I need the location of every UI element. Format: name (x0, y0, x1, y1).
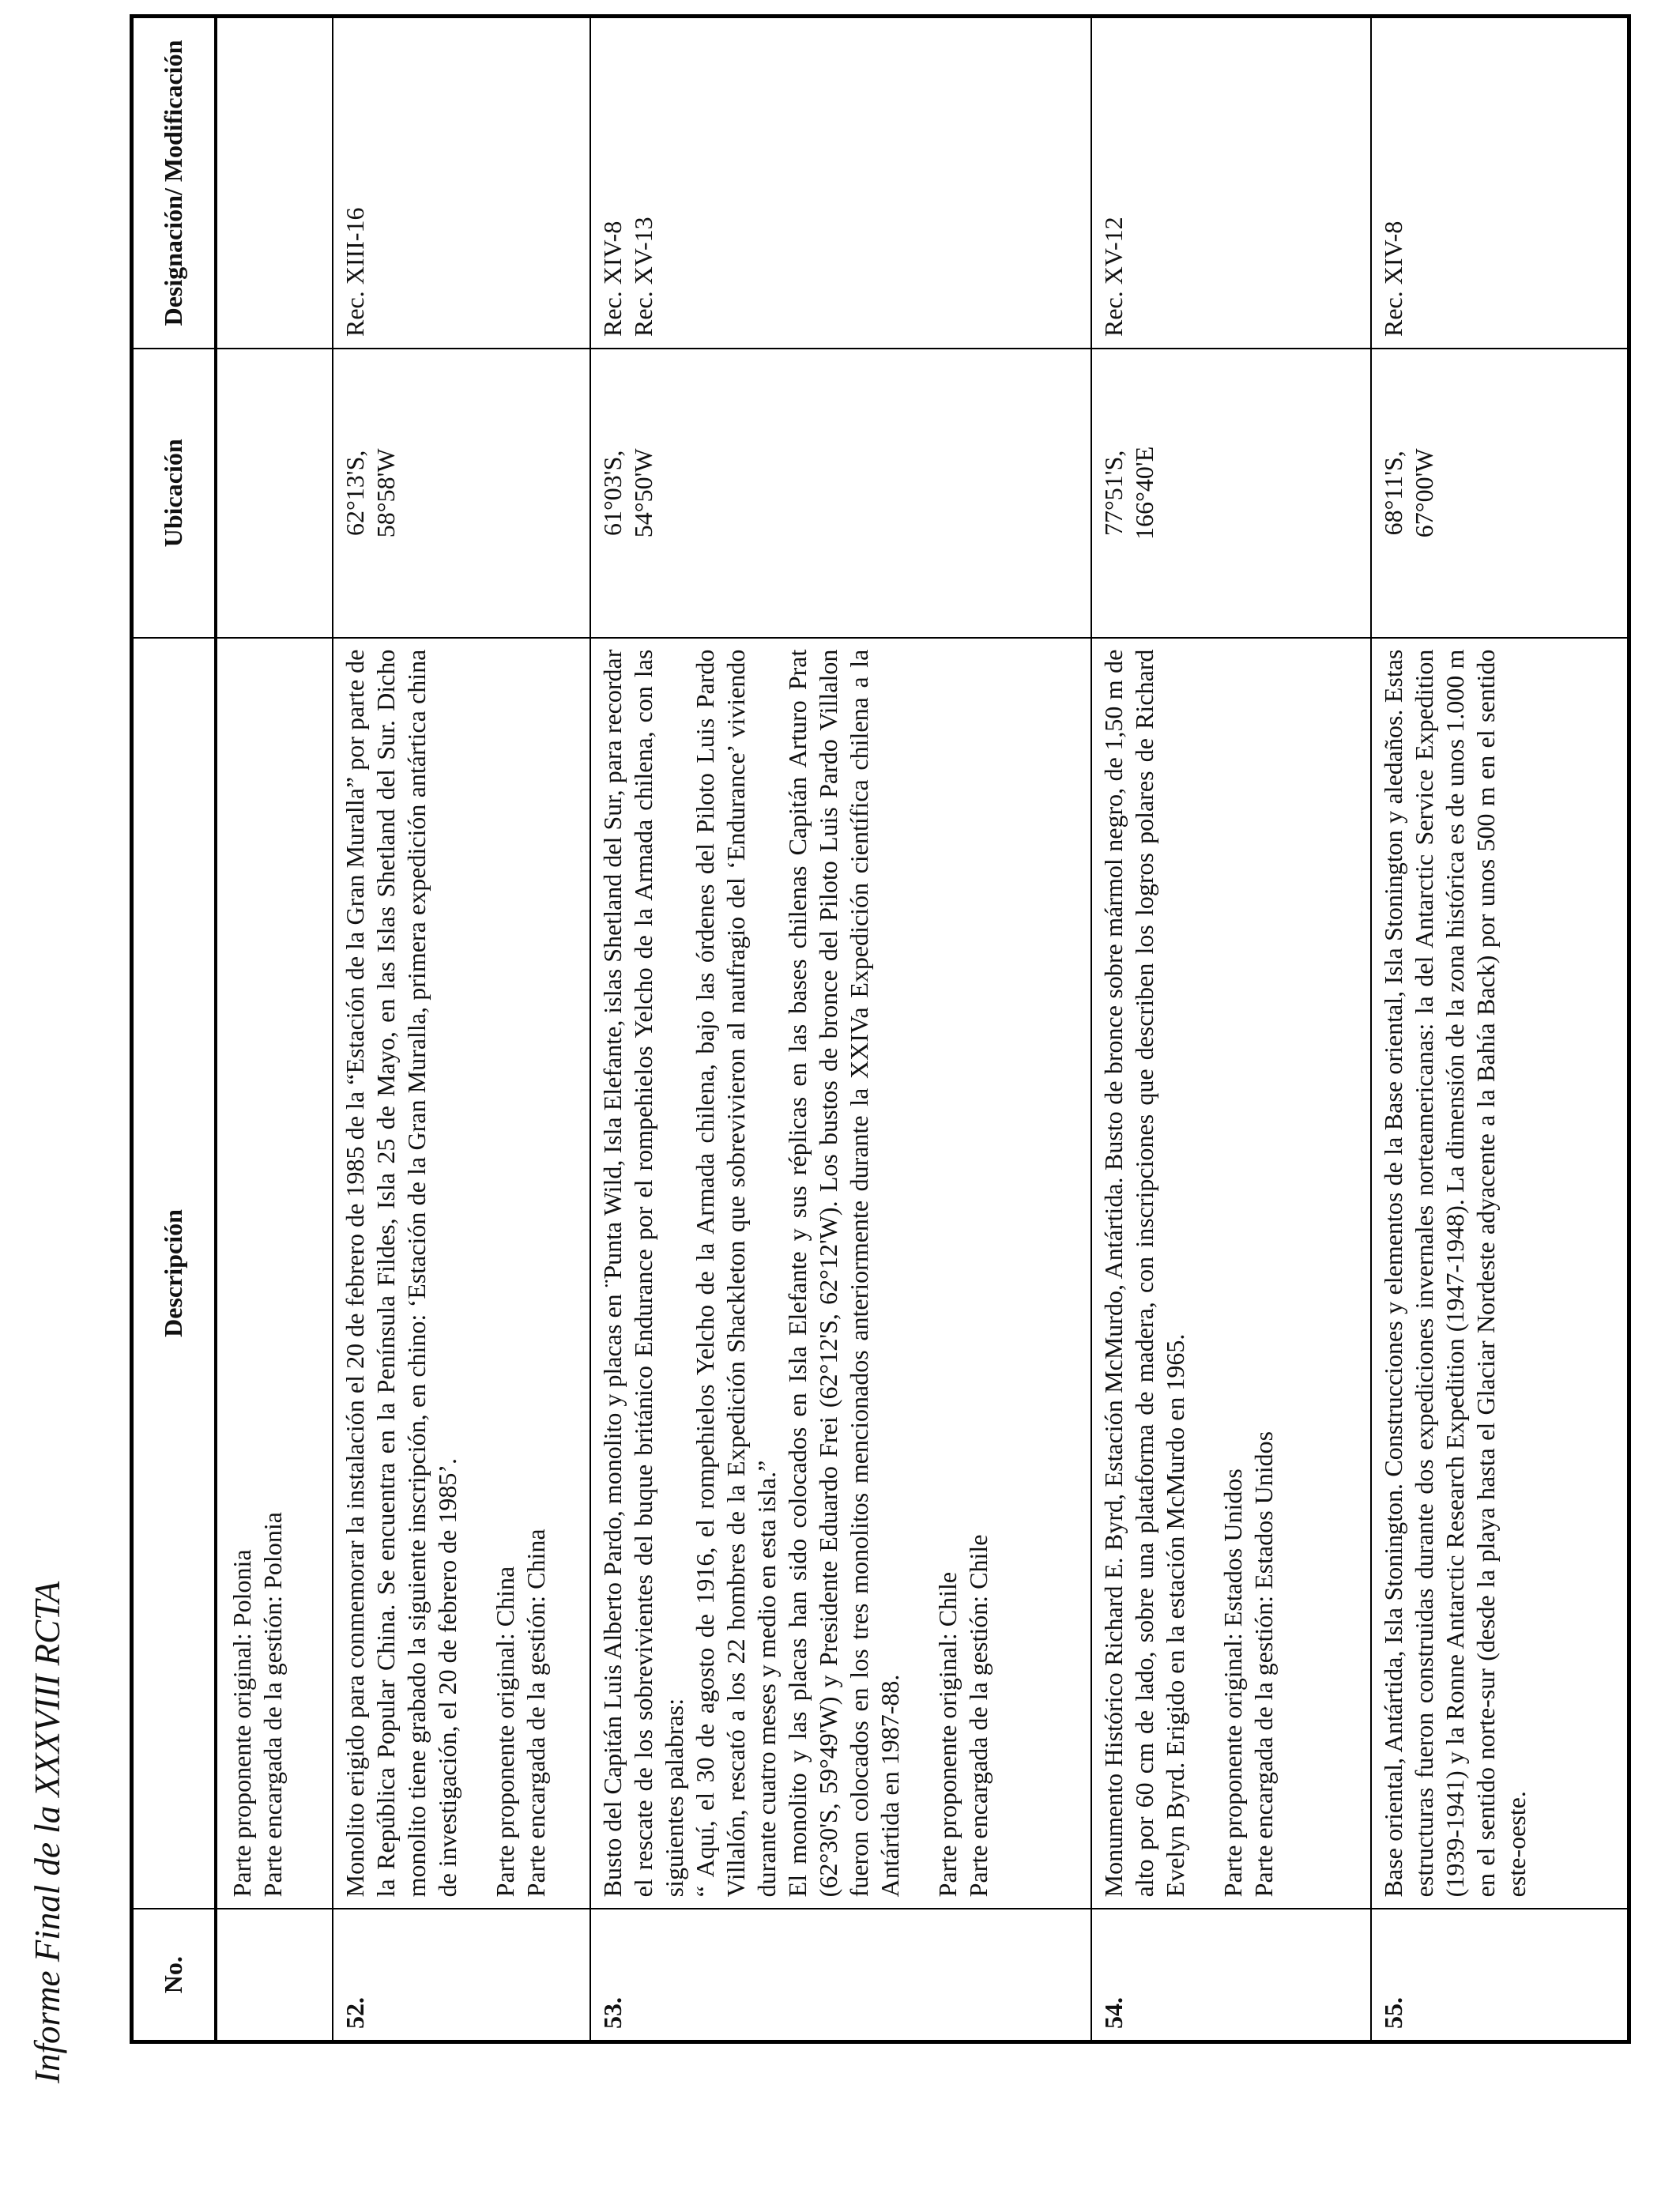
row-description-cell (590, 638, 1091, 1909)
column-header-designation: Designación/ Modificación (132, 17, 216, 349)
row-number-cell: 52. (333, 1909, 590, 2041)
original-proponent: Parte proponente original: China (490, 1566, 519, 1898)
page-header: Informe Final de la XXXVIII RCTA (28, 1581, 67, 2083)
table-header-row (132, 17, 216, 2042)
row-location-cell (333, 349, 590, 638)
original-proponent: Parte proponente original: Estados Unidos (1218, 1468, 1247, 1898)
historic-sites-table (130, 14, 1631, 2044)
row-location-cell (216, 349, 333, 638)
managing-party: Parte encargada de la gestión: Chile (963, 1534, 993, 1898)
longitude: 67°00'W (1409, 448, 1438, 538)
site-description: Monumento Histórico Richard E. Byrd, Estación McMurdo, Antártida. Busto de bronce sobre mármol negro, de 1,50 m de alto por 60 cm de lado, sobre una plataforma de madera, con inscripciones que describen los logros polares de Richard Evelyn Byrd. Erigido en la estación McMurdo en 1965. (1098, 649, 1189, 1898)
site-description: Base oriental, Antártida, Isla Stonington. Construcciones y elementos de la Base oriental, Isla Stonington y aledaños. Estas estructuras fueron construidas durante dos expediciones invernales norteamericanas: la del Antarctic Service Expedition (1939-1941) y la Ronne Antarctic Research Expedition (1947-1948). La dimensión de la zona histórica es de unos 1.000 m en el sentido norte-sur (desde la playa hasta el Glaciar Nordeste adyacente a la Bahía Back) por unos 500 m en el sentido este-oeste. (1378, 649, 1531, 1898)
designation-reference: Rec. XIII-16 (340, 207, 369, 337)
original-proponent: Parte proponente original: Chile (932, 1571, 962, 1898)
managing-party: Parte encargada de la gestión: Estados Unidos (1249, 1431, 1278, 1898)
latitude: 61°03'S, (597, 450, 627, 536)
designation-reference: Rec. XIV-8 (1378, 221, 1407, 337)
row-designation-cell (333, 17, 590, 349)
original-proponent: Parte proponente original: Polonia (227, 1549, 256, 1898)
row-location-cell (590, 349, 1091, 638)
column-header-number: No. (132, 1909, 216, 2041)
site-additional-info: El monolito y las placas han sido colocados en Isla Elefante y sus réplicas en las bases chilenas Capitán Arturo Prat (62°30'S, 59°49'W) y Presidente Eduardo Frei (62°12'S, 62°12'W). Los bustos de bronce del Piloto Luis Pardo Villalon fueron colocados en los tres monolitos mencionados anteriormente durante la XXIVa Expedición científica chilena a la Antártida en 1987-88. (782, 649, 904, 1898)
longitude: 58°58'W (371, 448, 400, 538)
row-description-cell (1091, 638, 1371, 1909)
row-number-cell: 55. (1371, 1909, 1629, 2041)
column-header-description: Descripción (132, 638, 216, 1909)
latitude: 68°11'S, (1378, 450, 1407, 536)
designation-reference: Rec. XV-12 (1098, 217, 1128, 337)
managing-party: Parte encargada de la gestión: Polonia (258, 1512, 287, 1898)
row-designation-cell (1371, 17, 1629, 349)
table-row (1091, 17, 1371, 2042)
site-description: Monolito erigido para conmemorar la instalación el 20 de febrero de 1985 de la “Estación de la Gran Muralla” por parte de la República Popular China. Se encuentra en la Península Fildes, Isla 25 de Mayo, en las Islas Shetland del Sur. Dicho monolito tiene grabado la siguiente inscripción, en chino: ‘Estación de la Gran Muralla, primera expedición antártica china de investigación, el 20 de febrero de 1985’. (340, 649, 461, 1898)
row-number-cell (216, 1909, 333, 2041)
row-description-cell (1371, 638, 1629, 1909)
row-designation-cell (1091, 17, 1371, 349)
table-row (216, 17, 333, 2042)
modification-reference: Rec. XV-13 (628, 217, 657, 337)
row-location-cell (1091, 349, 1371, 638)
table-row (333, 17, 590, 2042)
longitude: 166°40'E (1129, 446, 1158, 540)
latitude: 62°13'S, (340, 450, 369, 536)
site-description: Busto del Capitán Luis Alberto Pardo, monolito y placas en ¨Punta Wild, Isla Elefante, islas Shetland del Sur, para recordar el rescate de los sobrevivientes del buque británico Endurance por el rompehielos Yelcho de la Armada chilena, con las siguientes palabras: (597, 649, 688, 1898)
designation-reference: Rec. XIV-8 (597, 221, 627, 337)
row-description-cell (216, 638, 333, 1909)
longitude: 54°50'W (628, 448, 657, 538)
row-designation-cell (590, 17, 1091, 349)
managing-party: Parte encargada de la gestión: China (521, 1529, 550, 1898)
row-location-cell (1371, 349, 1629, 638)
row-description-cell (333, 638, 590, 1909)
historic-sites-table-frame (130, 14, 1631, 2044)
row-number-cell: 53. (590, 1909, 1091, 2041)
table-row (590, 17, 1091, 2042)
inscription-quote: “ Aquí, el 30 de agosto de 1916, el rompehielos Yelcho de la Armada chilena, bajo las órdenes del Piloto Luis Pardo Villalón, rescató a los 22 hombres de la Expedición Shackleton que sobrevivieron al naufragio del ‘Endurance’ viviendo durante cuatro meses y medio en esta isla.” (690, 649, 781, 1898)
table-row (1371, 17, 1629, 2042)
row-designation-cell (216, 17, 333, 349)
row-number-cell: 54. (1091, 1909, 1371, 2041)
latitude: 77°51'S, (1098, 450, 1128, 536)
column-header-location: Ubicación (132, 349, 216, 638)
